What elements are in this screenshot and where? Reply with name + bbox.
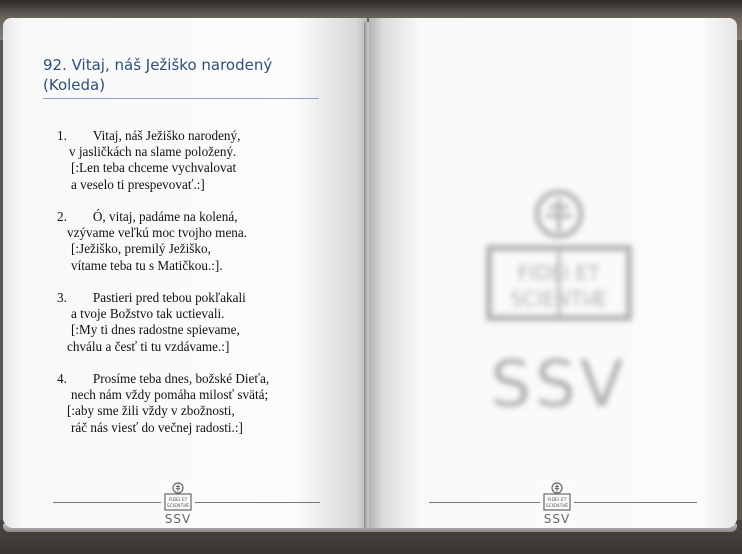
svg-text:FIDEI ET: FIDEI ET [517, 261, 601, 285]
verse-number: 4. [57, 371, 67, 386]
verse-number: 2. [57, 209, 67, 224]
verse-line: v jasličkách na slame položený. [69, 144, 237, 160]
verse-line: a tvoje Božstvo tak uctievali. [71, 306, 225, 322]
verse [53, 371, 353, 436]
left-page[interactable] [3, 18, 367, 528]
title-divider [43, 98, 319, 99]
verse-line: 2. Ó, vitaj, padáme na kolená, [57, 209, 238, 224]
ssv-logo-icon [540, 482, 574, 526]
verse-line: [:My ti dnes radostne spievame, [71, 322, 240, 338]
book-viewer [0, 8, 742, 538]
verse-line: nech nám vždy pomáha milosť svätá; [71, 387, 269, 403]
ssv-logo-icon [161, 482, 195, 526]
song-subtitle: (Koleda) [43, 76, 106, 94]
svg-text:SCIENTIÆ: SCIENTIÆ [510, 287, 608, 311]
verse-line: 1. Vitaj, náš Ježiško narodený, [57, 128, 241, 143]
svg-text:SSV: SSV [543, 512, 571, 526]
verse-line: ráč nás viesť do večnej radosti.:] [71, 419, 243, 435]
svg-text:SCIENTIÆ: SCIENTIÆ [545, 504, 569, 509]
song-lyrics [53, 128, 353, 452]
svg-text:FIDEI ET: FIDEI ET [547, 498, 567, 503]
verse [53, 209, 353, 274]
verse-line: vzývame veľkú moc tvojho mena. [67, 225, 248, 241]
verse-line: a veselo ti prespevovať.:] [71, 176, 205, 192]
verse-number: 1. [57, 128, 67, 143]
svg-text:SSV: SSV [490, 348, 628, 422]
svg-text:FIDEI ET: FIDEI ET [168, 498, 188, 503]
right-page[interactable] [369, 18, 737, 528]
verse [53, 290, 353, 355]
svg-text:SSV: SSV [164, 512, 192, 526]
ssv-watermark-icon [479, 188, 639, 428]
verse-line: 3. Pastieri pred tebou pokľakali [57, 290, 246, 305]
verse-line: chválu a česť ti tu vzdávame.:] [67, 338, 230, 354]
song-title-line: 92. Vitaj, náš Ježiško narodený [43, 56, 273, 74]
verse-line: [:Len teba chceme vychvalovat [71, 160, 237, 176]
verse-line: vítame teba tu s Matičkou.:]. [71, 257, 223, 273]
verse-line: [:aby sme žili vždy v zbožnosti, [67, 403, 235, 419]
verse-line: [:Ježiško, premilý Ježiško, [71, 241, 211, 257]
song-title [43, 55, 313, 95]
verse-line: 4. Prosíme teba dnes, božské Dieťa, [57, 371, 270, 386]
svg-text:SCIENTIÆ: SCIENTIÆ [166, 504, 190, 509]
verse [53, 128, 353, 193]
verse-number: 3. [57, 290, 67, 305]
